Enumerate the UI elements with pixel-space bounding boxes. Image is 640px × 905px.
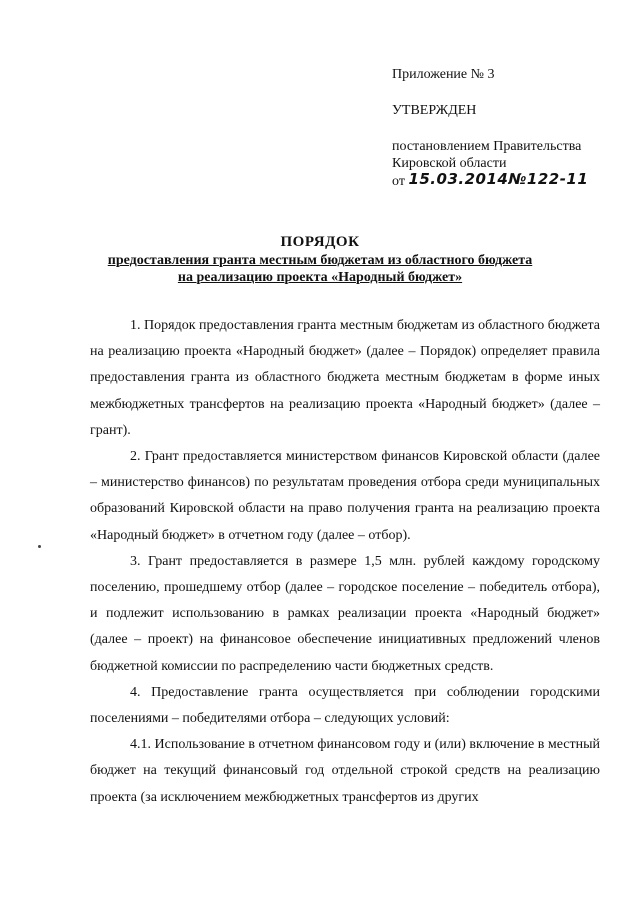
document-body [90,313,600,811]
decree-date-line [392,172,632,190]
decree-text [392,138,632,190]
approval-block [392,66,632,190]
document-heading [0,232,640,286]
paragraph-3: 3. Грант предоставляется в размере 1,5 млн. рублей каждому городскому поселению, прошедшему отбор (далее – городское поселение – победитель отбора), и подлежит использованию в рамках реализации проекта «Народный бюджет» (далее – проект) на финансовое обеспечение инициативных предложений членов бюджетной комиссии по распределению части бюджетных средств. [90,553,600,674]
paragraph-4: 4. Предоставление гранта осуществляется при соблюдении городскими поселениями – победителями отбора – следующих условий: [90,684,600,727]
approved-label: УТВЕРЖДЕН [392,103,477,118]
decree-line-1: постановлением Правительства [392,139,582,154]
decree-line-2: Кировской области [392,156,507,171]
heading-subtitle-line-1: предоставления гранта местным бюджетам из областного бюджета [107,253,533,268]
handwritten-date-number: 15.03.2014№122-11 [408,170,589,188]
heading-subtitle-line-2: на реализацию проекта «Народный бюджет» [177,270,463,285]
heading-title: ПОРЯДОК [280,234,360,250]
paragraph-4-1: 4.1. Использование в отчетном финансовом году и (или) включение в местный бюджет на текущий финансовый год отдельной строкой средств на реализацию проекта (за исключением межбюджетных трансфертов из других [90,737,600,805]
scan-speck [38,545,41,548]
paragraph-1: 1. Порядок предоставления гранта местным бюджетам из областного бюджета на реализацию проекта «Народный бюджет» (далее – Порядок) определяет правила предоставления гранта из областного бюджета местным бюджетам в форме иных межбюджетных трансфертов на реализацию проекта «Народный бюджет» (далее – грант). [90,318,600,438]
paragraph-2: 2. Грант предоставляется министерством финансов Кировской области (далее – министерство финансов) по результатам проведения отбора среди муниципальных образований Кировской области на право получения гранта на реализацию проекта «Народный бюджет» в отчетном году (далее – отбор). [90,449,600,543]
date-prefix: от [392,174,405,189]
annex-label: Приложение № 3 [392,67,495,82]
